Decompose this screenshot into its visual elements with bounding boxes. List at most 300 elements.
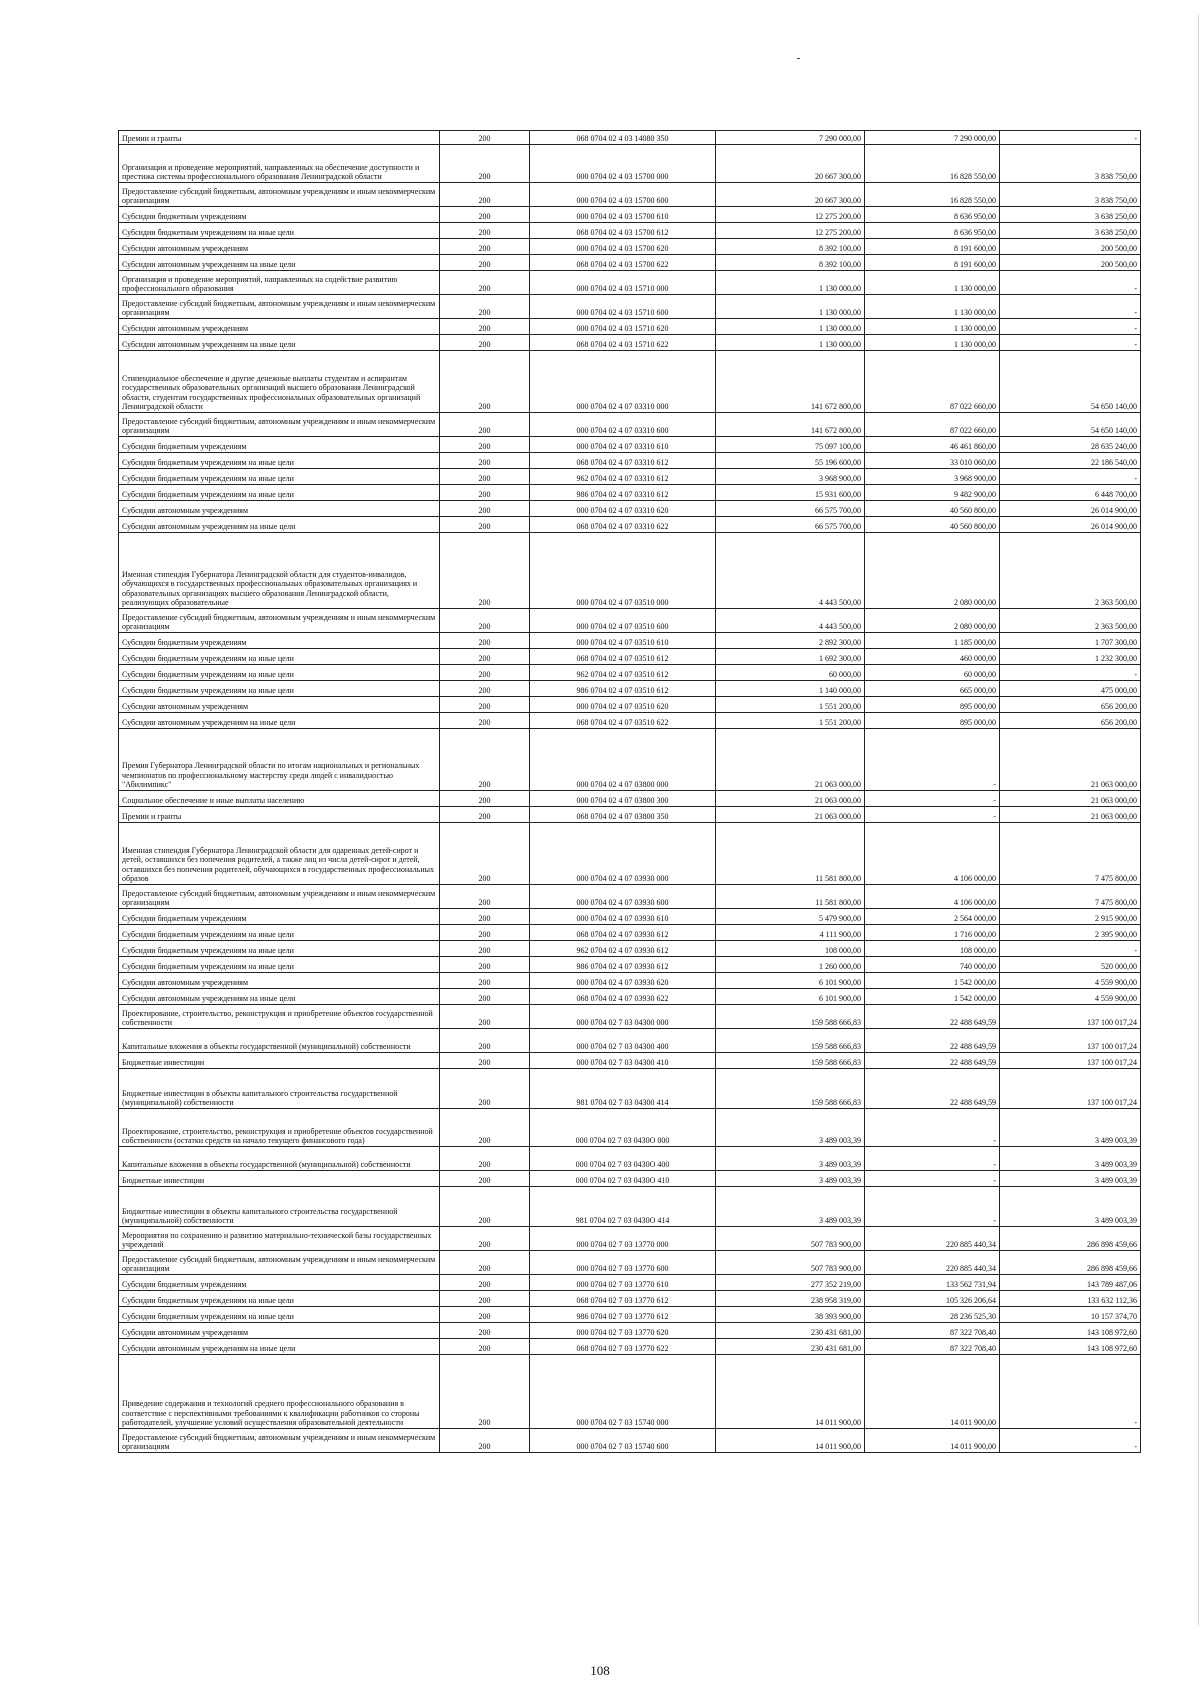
row-code: 000 0704 02 7 03 13770 000 <box>530 1227 716 1251</box>
row-approved: 3 489 003,39 <box>716 1171 865 1187</box>
row-status: 200 <box>440 823 530 885</box>
table-row <box>119 517 1141 533</box>
row-code: 068 0704 02 4 07 03310 622 <box>530 517 716 533</box>
row-approved: 141 672 800,00 <box>716 413 865 437</box>
row-approved: 230 431 681,00 <box>716 1323 865 1339</box>
row-code: 981 0704 02 7 03 0430O 414 <box>530 1187 716 1227</box>
row-executed: 40 560 800,00 <box>865 501 1000 517</box>
row-approved: 55 196 600,00 <box>716 453 865 469</box>
row-executed: 22 488 649,59 <box>865 1053 1000 1069</box>
row-status: 200 <box>440 1187 530 1227</box>
row-name: Субсидии автономным учреждениям на иные цели <box>119 1339 440 1355</box>
row-code: 068 0704 02 4 07 03930 622 <box>530 989 716 1005</box>
row-executed: 16 828 550,00 <box>865 145 1000 183</box>
row-name: Субсидии бюджетным учреждениям на иные цели <box>119 485 440 501</box>
row-executed: 3 968 900,00 <box>865 469 1000 485</box>
row-code: 000 0704 02 7 03 0430O 400 <box>530 1147 716 1171</box>
row-executed: 105 326 206,64 <box>865 1291 1000 1307</box>
row-remaining: 200 500,00 <box>1000 255 1141 271</box>
row-code: 000 0704 02 7 03 13770 610 <box>530 1275 716 1291</box>
row-approved: 6 101 900,00 <box>716 989 865 1005</box>
row-approved: 5 479 900,00 <box>716 909 865 925</box>
row-remaining: 1 707 300,00 <box>1000 633 1141 649</box>
row-name: Субсидии автономным учреждениям на иные цели <box>119 517 440 533</box>
row-remaining: 21 063 000,00 <box>1000 791 1141 807</box>
row-remaining: 21 063 000,00 <box>1000 729 1141 791</box>
row-approved: 1 140 000,00 <box>716 681 865 697</box>
row-status: 200 <box>440 807 530 823</box>
row-remaining: - <box>1000 131 1141 145</box>
row-code: 000 0704 02 7 03 04300 410 <box>530 1053 716 1069</box>
table-row <box>119 1227 1141 1251</box>
table-row <box>119 131 1141 145</box>
row-executed: - <box>865 791 1000 807</box>
row-code: 068 0704 02 7 03 13770 622 <box>530 1339 716 1355</box>
row-name: Субсидии автономным учреждениям на иные цели <box>119 713 440 729</box>
row-name: Бюджетные инвестиции в объекты капитального строительства государственной (муниципальной) собственности <box>119 1069 440 1109</box>
row-remaining: 133 632 112,36 <box>1000 1291 1141 1307</box>
row-status: 200 <box>440 453 530 469</box>
row-name: Премия Губернатора Ленинградской области по итогам национальных и региональных чемпионатов по профессиональному мастерству среди людей с инвалидностью "Абилимпикс" <box>119 729 440 791</box>
row-code: 981 0704 02 7 03 04300 414 <box>530 1069 716 1109</box>
table-body <box>119 131 1141 1453</box>
row-code: 068 0704 02 4 07 03800 350 <box>530 807 716 823</box>
table-row <box>119 1005 1141 1029</box>
row-approved: 11 581 800,00 <box>716 823 865 885</box>
row-remaining: 2 395 900,00 <box>1000 925 1141 941</box>
row-approved: 4 111 900,00 <box>716 925 865 941</box>
row-approved: 108 000,00 <box>716 941 865 957</box>
row-name: Субсидии автономным учреждениям <box>119 973 440 989</box>
row-remaining: 54 650 140,00 <box>1000 413 1141 437</box>
table-row <box>119 1147 1141 1171</box>
row-status: 200 <box>440 941 530 957</box>
row-remaining: - <box>1000 1429 1141 1453</box>
row-code: 000 0704 02 4 07 03930 600 <box>530 885 716 909</box>
row-status: 200 <box>440 1307 530 1323</box>
row-approved: 507 783 900,00 <box>716 1251 865 1275</box>
table-row <box>119 1339 1141 1355</box>
row-remaining: 22 186 540,00 <box>1000 453 1141 469</box>
row-remaining: - <box>1000 469 1141 485</box>
row-executed: 87 022 660,00 <box>865 351 1000 413</box>
row-remaining: 137 100 017,24 <box>1000 1005 1141 1029</box>
row-approved: 20 667 300,00 <box>716 183 865 207</box>
row-remaining: 21 063 000,00 <box>1000 807 1141 823</box>
table-row <box>119 885 1141 909</box>
row-remaining: - <box>1000 335 1141 351</box>
row-status: 200 <box>440 909 530 925</box>
row-approved: 12 275 200,00 <box>716 207 865 223</box>
table-row <box>119 1029 1141 1053</box>
row-name: Субсидии автономным учреждениям на иные цели <box>119 989 440 1005</box>
row-executed: 1 716 000,00 <box>865 925 1000 941</box>
row-status: 200 <box>440 713 530 729</box>
row-remaining: 475 000,00 <box>1000 681 1141 697</box>
row-status: 200 <box>440 239 530 255</box>
row-code: 000 0704 02 7 03 04300 400 <box>530 1029 716 1053</box>
row-code: 962 0704 02 4 07 03310 612 <box>530 469 716 485</box>
row-executed: 108 000,00 <box>865 941 1000 957</box>
row-status: 200 <box>440 609 530 633</box>
table-row <box>119 729 1141 791</box>
table-row <box>119 957 1141 973</box>
row-status: 200 <box>440 183 530 207</box>
row-remaining: 54 650 140,00 <box>1000 351 1141 413</box>
row-executed: 22 488 649,59 <box>865 1029 1000 1053</box>
row-status: 200 <box>440 207 530 223</box>
row-name: Субсидии бюджетным учреждениям <box>119 207 440 223</box>
row-name: Предоставление субсидий бюджетным, автономным учреждениям и иным некоммерческим организациям <box>119 609 440 633</box>
row-code: 000 0704 02 4 07 03800 000 <box>530 729 716 791</box>
row-code: 000 0704 02 4 03 15700 000 <box>530 145 716 183</box>
row-code: 000 0704 02 4 07 03310 000 <box>530 351 716 413</box>
row-name: Субсидии бюджетным учреждениям <box>119 633 440 649</box>
row-code: 068 0704 02 4 07 03510 622 <box>530 713 716 729</box>
row-status: 200 <box>440 1109 530 1147</box>
row-executed: 33 010 060,00 <box>865 453 1000 469</box>
row-remaining: 1 232 300,00 <box>1000 649 1141 665</box>
row-status: 200 <box>440 533 530 609</box>
row-executed: - <box>865 1187 1000 1227</box>
row-code: 000 0704 02 4 07 03510 610 <box>530 633 716 649</box>
row-remaining: 28 635 240,00 <box>1000 437 1141 453</box>
row-name: Субсидии бюджетным учреждениям на иные цели <box>119 649 440 665</box>
row-remaining: 3 489 003,39 <box>1000 1187 1141 1227</box>
row-executed: 46 461 860,00 <box>865 437 1000 453</box>
table-row <box>119 1323 1141 1339</box>
row-status: 200 <box>440 469 530 485</box>
report-sheet <box>118 130 1140 1453</box>
row-status: 200 <box>440 1069 530 1109</box>
row-approved: 8 392 100,00 <box>716 239 865 255</box>
row-code: 000 0704 02 4 07 03510 600 <box>530 609 716 633</box>
row-name: Субсидии бюджетным учреждениям на иные цели <box>119 925 440 941</box>
row-remaining: 3 489 003,39 <box>1000 1147 1141 1171</box>
row-code: 068 0704 02 4 03 15700 622 <box>530 255 716 271</box>
row-approved: 15 931 600,00 <box>716 485 865 501</box>
row-status: 200 <box>440 1339 530 1355</box>
row-executed: 40 560 800,00 <box>865 517 1000 533</box>
table-row <box>119 1171 1141 1187</box>
row-remaining: 2 363 500,00 <box>1000 609 1141 633</box>
row-executed: - <box>865 729 1000 791</box>
row-code: 000 0704 02 7 03 15740 000 <box>530 1355 716 1429</box>
table-row <box>119 319 1141 335</box>
row-remaining: 143 108 972,60 <box>1000 1339 1141 1355</box>
row-name: Субсидии автономным учреждениям <box>119 1323 440 1339</box>
row-status: 200 <box>440 485 530 501</box>
row-status: 200 <box>440 1029 530 1053</box>
table-row <box>119 681 1141 697</box>
row-executed: 460 000,00 <box>865 649 1000 665</box>
row-name: Субсидии бюджетным учреждениям на иные цели <box>119 957 440 973</box>
row-code: 000 0704 02 4 07 03930 000 <box>530 823 716 885</box>
row-code: 068 0704 02 4 03 14080 350 <box>530 131 716 145</box>
row-code: 000 0704 02 7 03 15740 600 <box>530 1429 716 1453</box>
row-executed: 1 130 000,00 <box>865 271 1000 295</box>
row-executed: 2 080 000,00 <box>865 609 1000 633</box>
row-approved: 75 097 100,00 <box>716 437 865 453</box>
row-name: Проектирование, строительство, реконструкция и приобретение объектов государственной собственности <box>119 1005 440 1029</box>
row-approved: 3 489 003,39 <box>716 1147 865 1171</box>
row-approved: 21 063 000,00 <box>716 791 865 807</box>
row-name: Субсидии бюджетным учреждениям на иные цели <box>119 941 440 957</box>
row-name: Субсидии бюджетным учреждениям <box>119 909 440 925</box>
row-executed: 22 488 649,59 <box>865 1069 1000 1109</box>
row-status: 200 <box>440 1355 530 1429</box>
row-executed: 7 290 000,00 <box>865 131 1000 145</box>
row-approved: 66 575 700,00 <box>716 517 865 533</box>
row-executed: 2 564 000,00 <box>865 909 1000 925</box>
row-remaining: 137 100 017,24 <box>1000 1053 1141 1069</box>
row-executed: 60 000,00 <box>865 665 1000 681</box>
row-status: 200 <box>440 989 530 1005</box>
row-executed: 8 191 600,00 <box>865 255 1000 271</box>
row-status: 200 <box>440 681 530 697</box>
row-executed: 665 000,00 <box>865 681 1000 697</box>
row-code: 000 0704 02 7 03 13770 620 <box>530 1323 716 1339</box>
row-executed: - <box>865 807 1000 823</box>
row-approved: 141 672 800,00 <box>716 351 865 413</box>
row-code: 000 0704 02 4 07 03510 620 <box>530 697 716 713</box>
row-status: 200 <box>440 665 530 681</box>
row-status: 200 <box>440 413 530 437</box>
row-executed: 4 106 000,00 <box>865 823 1000 885</box>
row-status: 200 <box>440 351 530 413</box>
row-remaining: - <box>1000 665 1141 681</box>
table-row <box>119 255 1141 271</box>
table-row <box>119 335 1141 351</box>
row-executed: 28 236 525,30 <box>865 1307 1000 1323</box>
row-approved: 38 393 900,00 <box>716 1307 865 1323</box>
row-approved: 21 063 000,00 <box>716 807 865 823</box>
row-name: Субсидии бюджетным учреждениям на иные цели <box>119 1291 440 1307</box>
row-status: 200 <box>440 791 530 807</box>
row-approved: 3 968 900,00 <box>716 469 865 485</box>
row-executed: 22 488 649,59 <box>865 1005 1000 1029</box>
row-name: Бюджетные инвестиции <box>119 1171 440 1187</box>
row-name: Субсидии бюджетным учреждениям на иные цели <box>119 665 440 681</box>
row-code: 068 0704 02 4 03 15710 622 <box>530 335 716 351</box>
row-code: 000 0704 02 7 03 0430O 000 <box>530 1109 716 1147</box>
row-approved: 14 011 900,00 <box>716 1429 865 1453</box>
row-executed: 16 828 550,00 <box>865 183 1000 207</box>
table-row <box>119 909 1141 925</box>
row-remaining: - <box>1000 295 1141 319</box>
row-code: 000 0704 02 4 07 03800 300 <box>530 791 716 807</box>
row-name: Социальное обеспечение и иные выплаты населению <box>119 791 440 807</box>
row-name: Организация и проведение мероприятий, направленных на обеспечение доступности и престижа системы профессионального образования Ленинградской области <box>119 145 440 183</box>
row-remaining: 200 500,00 <box>1000 239 1141 255</box>
row-remaining: 7 475 800,00 <box>1000 823 1141 885</box>
row-approved: 1 130 000,00 <box>716 319 865 335</box>
table-row <box>119 713 1141 729</box>
row-remaining: 286 898 459,66 <box>1000 1227 1141 1251</box>
row-approved: 159 588 666,83 <box>716 1029 865 1053</box>
table-row <box>119 1251 1141 1275</box>
row-code: 986 0704 02 4 07 03930 612 <box>530 957 716 973</box>
row-name: Премии и гранты <box>119 131 440 145</box>
table-row <box>119 469 1141 485</box>
row-code: 000 0704 02 4 03 15700 620 <box>530 239 716 255</box>
table-row <box>119 697 1141 713</box>
row-name: Субсидии автономным учреждениям на иные цели <box>119 255 440 271</box>
table-row <box>119 823 1141 885</box>
row-name: Субсидии автономным учреждениям на иные цели <box>119 335 440 351</box>
row-name: Субсидии автономным учреждениям <box>119 697 440 713</box>
table-row <box>119 223 1141 239</box>
row-name: Мероприятия по сохранению и развитию материально-технической базы государственных учреждений <box>119 1227 440 1251</box>
row-remaining: 3 838 750,00 <box>1000 145 1141 183</box>
row-remaining: - <box>1000 1355 1141 1429</box>
row-executed: 1 185 000,00 <box>865 633 1000 649</box>
row-status: 200 <box>440 957 530 973</box>
row-name: Субсидии бюджетным учреждениям <box>119 1275 440 1291</box>
row-approved: 2 892 300,00 <box>716 633 865 649</box>
table-row <box>119 183 1141 207</box>
table-row <box>119 1187 1141 1227</box>
row-remaining: 286 898 459,66 <box>1000 1251 1141 1275</box>
row-name: Именная стипендия Губернатора Ленинградской области для одаренных детей-сирот и детей, оставшихся без попечения родителей, а также лиц из числа детей-сирот и детей, оставшихся без попечения родителей, обучающихся в государственных профессиональных образов <box>119 823 440 885</box>
row-status: 200 <box>440 223 530 239</box>
row-name: Проектирование, строительство, реконструкция и приобретение объектов государственной собственности (остатки средств на начало текущего финансового года) <box>119 1109 440 1147</box>
row-code: 000 0704 02 4 03 15700 600 <box>530 183 716 207</box>
row-executed: 4 106 000,00 <box>865 885 1000 909</box>
row-executed: 133 562 731,94 <box>865 1275 1000 1291</box>
row-code: 986 0704 02 4 07 03510 612 <box>530 681 716 697</box>
row-status: 200 <box>440 1291 530 1307</box>
row-executed: 740 000,00 <box>865 957 1000 973</box>
row-status: 200 <box>440 697 530 713</box>
row-status: 200 <box>440 1053 530 1069</box>
row-approved: 6 101 900,00 <box>716 973 865 989</box>
row-executed: 14 011 900,00 <box>865 1429 1000 1453</box>
row-name: Субсидии бюджетным учреждениям <box>119 437 440 453</box>
row-remaining: - <box>1000 941 1141 957</box>
budget-execution-table <box>118 130 1141 1453</box>
row-status: 200 <box>440 1005 530 1029</box>
row-code: 000 0704 02 7 03 0430O 410 <box>530 1171 716 1187</box>
row-approved: 20 667 300,00 <box>716 145 865 183</box>
row-status: 200 <box>440 131 530 145</box>
table-row <box>119 351 1141 413</box>
row-name: Предоставление субсидий бюджетным, автономным учреждениям и иным некоммерческим организациям <box>119 183 440 207</box>
row-executed: 895 000,00 <box>865 697 1000 713</box>
row-approved: 3 489 003,39 <box>716 1187 865 1227</box>
row-executed: 1 130 000,00 <box>865 335 1000 351</box>
table-row <box>119 453 1141 469</box>
row-remaining: 143 789 487,06 <box>1000 1275 1141 1291</box>
row-executed: 895 000,00 <box>865 713 1000 729</box>
row-status: 200 <box>440 1147 530 1171</box>
row-status: 200 <box>440 1251 530 1275</box>
row-executed: 87 322 708,40 <box>865 1323 1000 1339</box>
row-executed: 87 022 660,00 <box>865 413 1000 437</box>
row-status: 200 <box>440 633 530 649</box>
row-approved: 1 130 000,00 <box>716 295 865 319</box>
table-row <box>119 145 1141 183</box>
table-row <box>119 649 1141 665</box>
row-remaining: 143 108 972,60 <box>1000 1323 1141 1339</box>
row-name: Предоставление субсидий бюджетным, автономным учреждениям и иным некоммерческим организациям <box>119 885 440 909</box>
row-name: Премии и гранты <box>119 807 440 823</box>
row-approved: 1 130 000,00 <box>716 271 865 295</box>
row-remaining: 4 559 900,00 <box>1000 973 1141 989</box>
row-remaining: 4 559 900,00 <box>1000 989 1141 1005</box>
table-row <box>119 1429 1141 1453</box>
scan-speck <box>797 58 800 59</box>
row-status: 200 <box>440 925 530 941</box>
row-executed: 1 130 000,00 <box>865 295 1000 319</box>
table-row <box>119 633 1141 649</box>
row-remaining: 137 100 017,24 <box>1000 1069 1141 1109</box>
row-code: 986 0704 02 4 07 03310 612 <box>530 485 716 501</box>
row-remaining: 3 638 250,00 <box>1000 223 1141 239</box>
row-approved: 1 551 200,00 <box>716 713 865 729</box>
scan-edge-line <box>1198 15 1199 1625</box>
row-executed: 8 636 950,00 <box>865 223 1000 239</box>
row-name: Субсидии автономным учреждениям <box>119 239 440 255</box>
row-code: 962 0704 02 4 07 03930 612 <box>530 941 716 957</box>
table-row <box>119 665 1141 681</box>
row-name: Субсидии автономным учреждениям <box>119 319 440 335</box>
row-executed: 1 542 000,00 <box>865 973 1000 989</box>
row-remaining: 10 157 374,70 <box>1000 1307 1141 1323</box>
table-row <box>119 989 1141 1005</box>
row-name: Субсидии бюджетным учреждениям на иные цели <box>119 469 440 485</box>
row-approved: 21 063 000,00 <box>716 729 865 791</box>
row-name: Предоставление субсидий бюджетным, автономным учреждениям и иным некоммерческим организациям <box>119 413 440 437</box>
row-approved: 4 443 500,00 <box>716 533 865 609</box>
row-name: Предоставление субсидий бюджетным, автономным учреждениям и иным некоммерческим организациям <box>119 1251 440 1275</box>
table-row <box>119 791 1141 807</box>
row-name: Капитальные вложения в объекты государственной (муниципальной) собственности <box>119 1147 440 1171</box>
row-remaining: 3 838 750,00 <box>1000 183 1141 207</box>
row-status: 200 <box>440 437 530 453</box>
table-row <box>119 609 1141 633</box>
row-code: 000 0704 02 4 03 15710 600 <box>530 295 716 319</box>
table-row <box>119 1355 1141 1429</box>
row-approved: 12 275 200,00 <box>716 223 865 239</box>
row-status: 200 <box>440 255 530 271</box>
table-row <box>119 1069 1141 1109</box>
row-executed: 8 636 950,00 <box>865 207 1000 223</box>
row-executed: 14 011 900,00 <box>865 1355 1000 1429</box>
row-name: Приведение содержания и технологий среднего профессионального образования в соответствие с перспективными требованиями к квалификации работников со стороны работодателей, улучшение условий осуществления образовательной деятельности <box>119 1355 440 1429</box>
row-name: Субсидии бюджетным учреждениям на иные цели <box>119 223 440 239</box>
table-row <box>119 973 1141 989</box>
row-approved: 8 392 100,00 <box>716 255 865 271</box>
table-row <box>119 1053 1141 1069</box>
row-approved: 11 581 800,00 <box>716 885 865 909</box>
row-status: 200 <box>440 729 530 791</box>
row-remaining: 3 489 003,39 <box>1000 1171 1141 1187</box>
row-executed: - <box>865 1171 1000 1187</box>
row-approved: 14 011 900,00 <box>716 1355 865 1429</box>
row-name: Стипендиальное обеспечение и другие денежные выплаты студентам и аспирантам государственных образовательных организаций высшего образования Ленинградской области, студентам государственных профессиональных образовательных организаций Ленинградской области <box>119 351 440 413</box>
row-remaining: 656 200,00 <box>1000 697 1141 713</box>
table-row <box>119 807 1141 823</box>
row-executed: 8 191 600,00 <box>865 239 1000 255</box>
row-name: Субсидии бюджетным учреждениям на иные цели <box>119 681 440 697</box>
row-name: Капитальные вложения в объекты государственной (муниципальной) собственности <box>119 1029 440 1053</box>
table-row <box>119 295 1141 319</box>
row-approved: 277 352 219,00 <box>716 1275 865 1291</box>
row-remaining: 6 448 700,00 <box>1000 485 1141 501</box>
row-status: 200 <box>440 1429 530 1453</box>
table-row <box>119 485 1141 501</box>
